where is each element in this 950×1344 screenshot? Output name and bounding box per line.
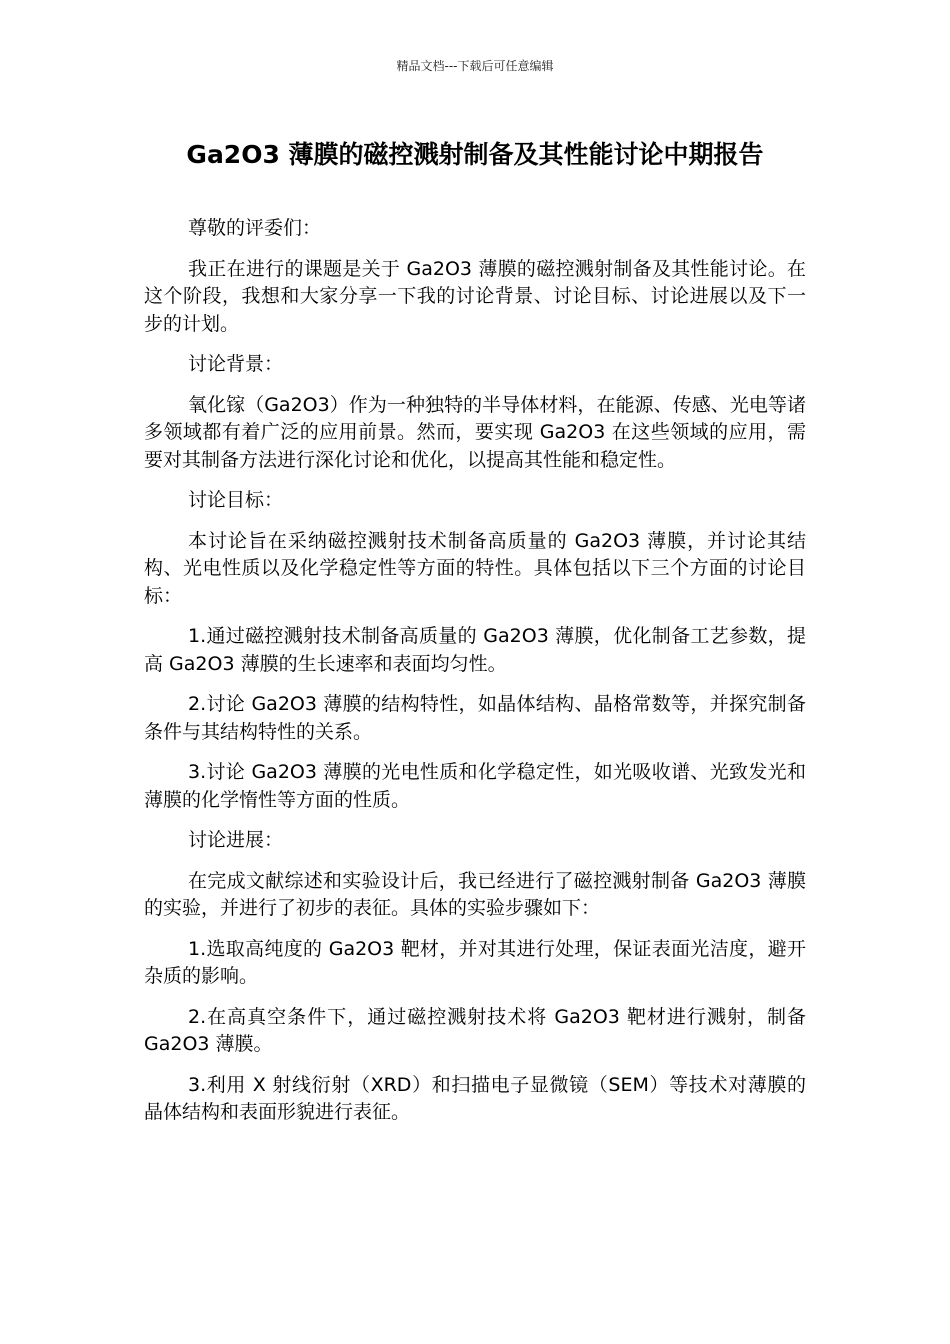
salutation: 尊敬的评委们：	[188, 217, 322, 239]
step-item-3: 3.利用 X 射线衍射（XRD）和扫描电子显微镜（SEM）等技术对薄膜的晶体结构和表面形貌进行表征。	[144, 1073, 806, 1123]
intro-paragraph: 我正在进行的课题是关于 Ga2O3 薄膜的磁控溅射制备及其性能讨论。在这个阶段，我想和大家分享一下我的讨论背景、讨论目标、讨论进展以及下一步的计划。	[144, 257, 806, 335]
header-note: 精品文档---下载后可任意编辑	[396, 59, 554, 73]
document-title: Ga2O3 薄膜的磁控溅射制备及其性能讨论中期报告	[186, 140, 764, 169]
section-heading-progress: 讨论进展：	[188, 829, 284, 851]
step-item-1: 1.选取高纯度的 Ga2O3 靶材，并对其进行处理，保证表面光洁度，避开杂质的影响。	[144, 937, 806, 987]
background-paragraph: 氧化镓（Ga2O3）作为一种独特的半导体材料，在能源、传感、光电等诸多领域都有着广泛的应用前景。然而，要实现 Ga2O3 在这些领域的应用，需要对其制备方法进行深化讨论和优化，以提高其性能和稳定性。	[144, 393, 806, 471]
section-heading-background: 讨论背景：	[188, 353, 284, 375]
goal-item-2: 2.讨论 Ga2O3 薄膜的结构特性，如晶体结构、晶格常数等，并探究制备条件与其结构特性的关系。	[144, 693, 806, 743]
goal-item-1: 1.通过磁控溅射技术制备高质量的 Ga2O3 薄膜，优化制备工艺参数，提高 Ga2O3 薄膜的生长速率和表面均匀性。	[144, 625, 806, 675]
document-body	[144, 215, 806, 1140]
step-item-2: 2.在高真空条件下，通过磁控溅射技术将 Ga2O3 靶材进行溅射，制备 Ga2O3 薄膜。	[144, 1005, 806, 1055]
section-heading-goals: 讨论目标：	[188, 489, 284, 511]
progress-paragraph: 在完成文献综述和实验设计后，我已经进行了磁控溅射制备 Ga2O3 薄膜的实验，并进行了初步的表征。具体的实验步骤如下：	[144, 869, 806, 919]
goal-item-3: 3.讨论 Ga2O3 薄膜的光电性质和化学稳定性，如光吸收谱、光致发光和薄膜的化学惰性等方面的性质。	[144, 761, 806, 811]
goals-paragraph: 本讨论旨在采纳磁控溅射技术制备高质量的 Ga2O3 薄膜，并讨论其结构、光电性质以及化学稳定性等方面的特性。具体包括以下三个方面的讨论目标：	[144, 529, 806, 607]
